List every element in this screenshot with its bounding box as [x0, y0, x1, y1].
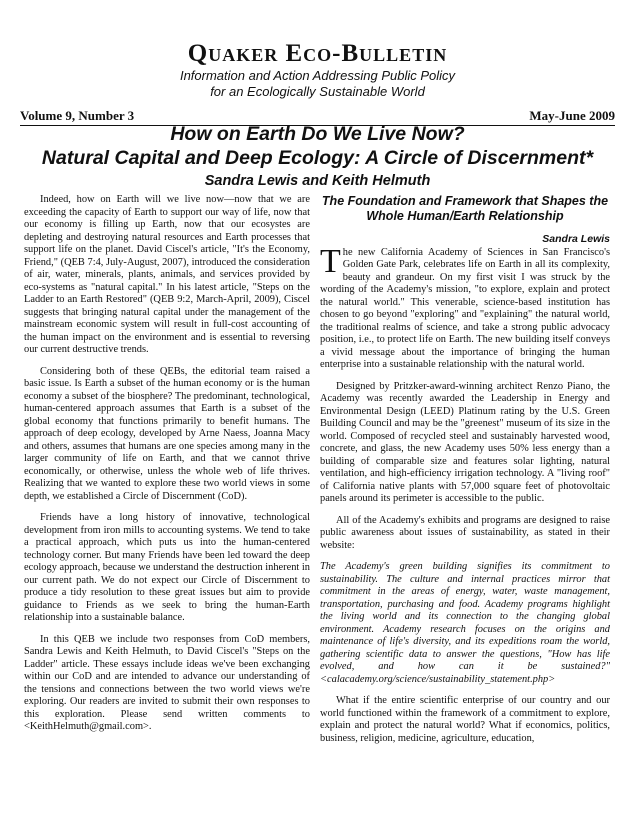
article-authors: Sandra Lewis and Keith Helmuth — [204, 173, 431, 189]
newsletter-title: Quaker Eco-Bulletin — [187, 40, 448, 67]
drop-cap: T — [320, 242, 341, 280]
issue-volume: Volume 9, Number 3 — [20, 108, 135, 123]
left-column — [24, 194, 310, 743]
masthead — [0, 0, 635, 100]
issue-date: May-June 2009 — [529, 108, 615, 123]
first-paragraph-text: he new California Academy of Sciences in San Francisco's Golden Gate Park, celebrates life on Earth in all its complexity, beauty and grandeur. On my first visit I was struck by the wording of the Academy's mission, "to explore, explain and protect the natural world." This venerable, science-based institution has chosen to go beyond "exploring" and "explaining" the natural world, the traditional realms of science, and take a strong public advocacy position, i.e., to protect life on Earth. The new building itself conveys a vivid message about the importance of bringing the human enterprise into a sustainable relationship with the natural world. — [320, 246, 610, 370]
left-paragraph: Considering both of these QEBs, the editorial team raised a basic issue. Is Earth a subset of the human economy or is the human economy a subset of the biosphere? The predominant, technological, human-centered approach assumes that Earth is a subset of the global economy that functions primarily to benefit humans. The approach of deep ecology, developed by Arne Naess, Joanna Macy and others, assumes that humans are one species among many in the larger community of life on Earth, and that we cannot thrive economically, or otherwise, unless the whole web of life thrives. Realizing that we wanted to explore these two world views in some depth, we established a Circle of Discernment (CoD). — [24, 365, 310, 502]
right-first-paragraph — [320, 242, 610, 372]
tagline-line-1: Information and Action Addressing Public Policy — [179, 68, 456, 83]
article-title-line-1: How on Earth Do We Live Now? — [170, 123, 465, 145]
sidebar-heading: The Foundation and Framework that Shapes the Whole Human/Earth Relationship — [321, 194, 609, 223]
right-column — [320, 194, 610, 754]
left-paragraph: In this QEB we include two responses from CoD members, Sandra Lewis and Keith Helmuth, to David Ciscel's "Steps on the Ladder" article. These essays include ideas we've been exchanging within our CoD and are intended to advance our understanding of the tensions and connections between the two world views we're exploring. Our readers are invited to submit their own responses to this exploration. Please send written comments to <KeithHelmuth@gmail.com>. — [24, 633, 310, 732]
article-header — [0, 122, 635, 191]
tagline-line-2: for an Ecologically Sustainable World — [210, 84, 425, 99]
right-paragraph: What if the entire scientific enterprise of our country and our world functioned within the framework of a commitment to explore, explain and protect the natural world? What if economics, politics, business, religion, medicine, agriculture, education, — [320, 695, 610, 744]
sidebar-byline: Sandra Lewis — [542, 233, 610, 245]
article-title-line-2: Natural Capital and Deep Ecology: A Circle of Discernment* — [41, 147, 594, 169]
left-paragraph: Indeed, how on Earth will we live now—now that we are exceeding the capacity of Earth to support our way of life, now that our economy is filling up Earth, now that our ecosystes are depleting and destroying natural resources and Earth processes that support life on the planet. David Ciscel's article, "It's the Economy, Friend," (QEB 7:4, July-August, 2007), introduced the consideration of air, water, minerals, plants, animals, and services provided by eco-systems as "natural capital." In his latest article, "Steps on the Ladder to an Earth Restored" (QEB 9:2, March-April, 2009), Ciscel suggests that bringing natural capital under the management of the mainstream economic system will result in full-cost accounting of the human impact on the environment and is essential to reversing our current destructive trends. — [24, 194, 310, 355]
website-quote: The Academy's green building signifies its commitment to sustainability. The culture and internal practices mirror that commitment in the areas of energy, water, waste management, transportation, purchasing and food. Academy programs highlight the living world and its connection to the changing global environment. Academy research focuses on the origins and maintenance of life's diversity, and its expeditions roam the world, gathering scientific data to answer the questions, "How has life evolved, and how can it be sustained?" <calacademy.org/science/sustainability_statement.php> — [320, 561, 610, 685]
left-paragraph: Friends have a long history of innovative, technological development from iron mills to accounting systems. We tend to take a practical approach, which puts us into the human-centered technology corner. But many Friends have been led toward the deep ecology approach, because we understand the destruction inherent in our current path. We do not expect our Circle of Discernment to produce a tidy resolution to these great issues but aim to provide guidance to Friends as we seek to bring the human-Earth relationship into a sustainable balance. — [24, 512, 310, 623]
right-paragraph: All of the Academy's exhibits and programs are designed to raise public awareness about issues of sustainability, as stated in their website: — [320, 514, 610, 551]
right-paragraph: Designed by Pritzker-award-winning architect Renzo Piano, the Academy was recently awarded the Leadership in Energy and Environmental Design (LEED) Platinum rating by the U.S. Green Building Council and may be the "greenest" museum of its size in the world. Composed of recycled steel and sustainably harvested wood, concrete, and glass, the new Academy uses 50% less energy than a building of comparable size and features solar lighting, natural ventilation, and high-efficiency irrigation technology. A "living roof" of California native plants with 57,000 square feet of photovoltaic panels around its perimeter is accessible to the public. — [320, 380, 610, 504]
